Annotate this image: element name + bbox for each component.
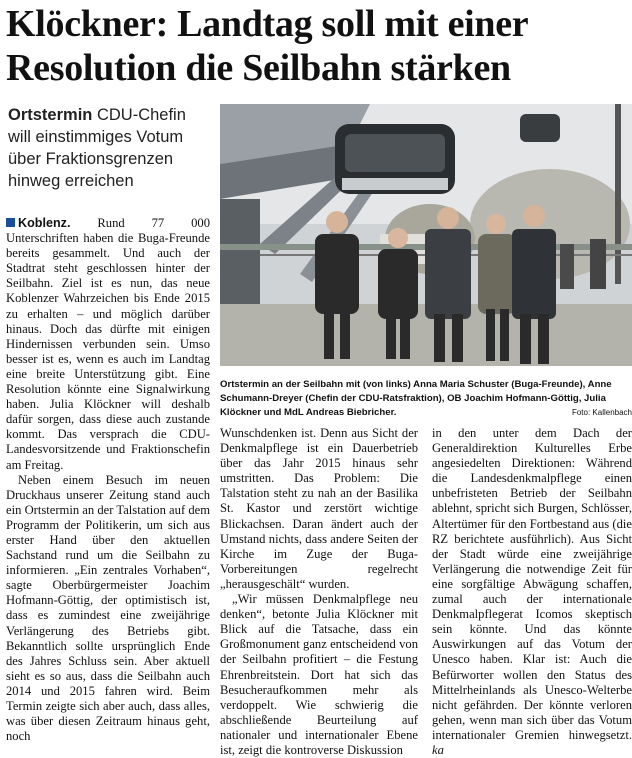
article-column-1 <box>6 216 210 744</box>
author-initials: ka <box>432 742 444 757</box>
article-column-3 <box>432 426 632 758</box>
paragraph-text: Rund 77 000 Unterschriften haben die Buga-Freunde bereits gesammelt. Und auch der Stadtrat steht geschlossen hinter der Seilbahn. Ziel ist es nun, das neue Koblenzer Wahrzeichen bis Ende 2015 zu erhalten – und möglich darüber hinaus. Doch das dürfte mit einigen Hindernissen verbunden sein. Umso besser ist es, wenn es auch im Landtag eine breite Unterstützung gibt. Eine Resolution könnte eine Signalwirkung haben. Julia Klöckner will deshalb dafür sorgen, dass diese auch zustande kommt. Das versprach die CDU-Landesvorsitzende und Fraktionschefin am Freitag. <box>6 216 210 472</box>
dateline-square-icon <box>6 218 15 227</box>
paragraph <box>432 426 632 758</box>
paragraph-text: in den unter dem Dach der Generaldirektion Kulturelles Erbe angesiedelten Direktionen: Während die Landesdenkmalpflege einen unbefristeten Betrieb der Seilbahn ablehnt, spricht sich Burgen, Schlösser, Altertümer für den Fortbestand aus (die RZ berichtete ausführlich). Aus Sicht der Stadt würde eine zweijährige Verlängerung die notwendige Zeit für eine sorgfältige Abwägung schaffen, zumal auch der internationale Denkmalpflegerat Icomos skeptisch sein könnte. Und das könnte Auswirkungen auf das Votum der Unesco haben. Klar ist: Auch die Befürworter wollen den Status des Mittelrheinlands als Unesco-Welterbe nicht gefährden. Der könnte verloren gehen, wenn man sich über das Votum internationaler Gremien hinwegsetzt. <box>432 426 632 742</box>
headline-line2: Resolution die Seilbahn stärken <box>6 47 511 89</box>
paragraph: Wunschdenken ist. Denn aus Sicht der Denkmalpflege ist ein Dauerbetrieb über das Jahr 2015 hinaus sehr umstritten. Das Problem: Die Talstation steht zu nah an der Basilika St. Kastor und zerstört wichtige Blickachsen. Daran ändert auch der Umstand nichts, dass andere Seiten der Kirche im Zuge der Buga-Vorbereitungen regelrecht „herausgeschält“ wurden. <box>220 426 418 591</box>
photo-caption <box>220 378 632 420</box>
paragraph: Neben einem Besuch im neuen Druckhaus unserer Zeitung stand auch ein Ortstermin an der Talstation auf dem Programm der Politikerin, um sich aus erster Hand über den aktuellen Sachstand rund um die Seilbahn zu informieren. „Ein zentrales Vorhaben“, sagte Oberbürgermeister Joachim Hofmann-Göttig, der optimistisch ist, dass es zumindest eine zweijährige Verlängerung des Betriebs gibt. Bekanntlich sollte ursprünglich Ende des Jahres Schluss sein. Aber aktuell sieht es so aus, dass die Seilbahn auch 2014 und 2015 fahren wird. Beim Termin zeigte sich aber auch, dass alles, was über diesen Zeitraum hinaus geht, noch <box>6 472 210 744</box>
subhead-text: CDU-Chefin will einstimmiges Votum über Fraktionsgrenzen hinweg erreichen <box>8 106 186 190</box>
article-column-2 <box>220 426 418 758</box>
photo-credit: Foto: Kallenbach <box>571 408 632 417</box>
subheadline <box>8 104 208 192</box>
paragraph <box>6 216 210 473</box>
subhead-keyword: Ortstermin <box>8 106 93 124</box>
dateline: Koblenz. <box>18 216 71 230</box>
paragraph: „Wir müssen Denkmalpflege neu denken“, betonte Julia Klöckner mit Blick auf die Tatsache, dass ein Großmonument ganz entscheidend von der Seilbahn profitiert – die Festung Ehrenbreitstein. Dort hat sich das Besucheraufkommen mehr als verdoppelt. Wie schwierig die abschließende Beurteilung auf nationaler und internationaler Ebene ist, zeigt die kontroverse Diskussion <box>220 592 418 757</box>
article-photo <box>220 104 632 366</box>
headline-line1: Klöckner: Landtag soll mit einer <box>6 3 529 45</box>
photo-illustration <box>220 104 632 366</box>
caption-text: Ortstermin an der Seilbahn mit (von links) Anna Maria Schuster (Buga-Freunde), Anne Schumann-Dreyer (Chefin der CDU-Ratsfraktion), OB Joachim Hofmann-Göttig, Julia Klöckner und MdL Andreas Biebricher. <box>220 379 612 418</box>
